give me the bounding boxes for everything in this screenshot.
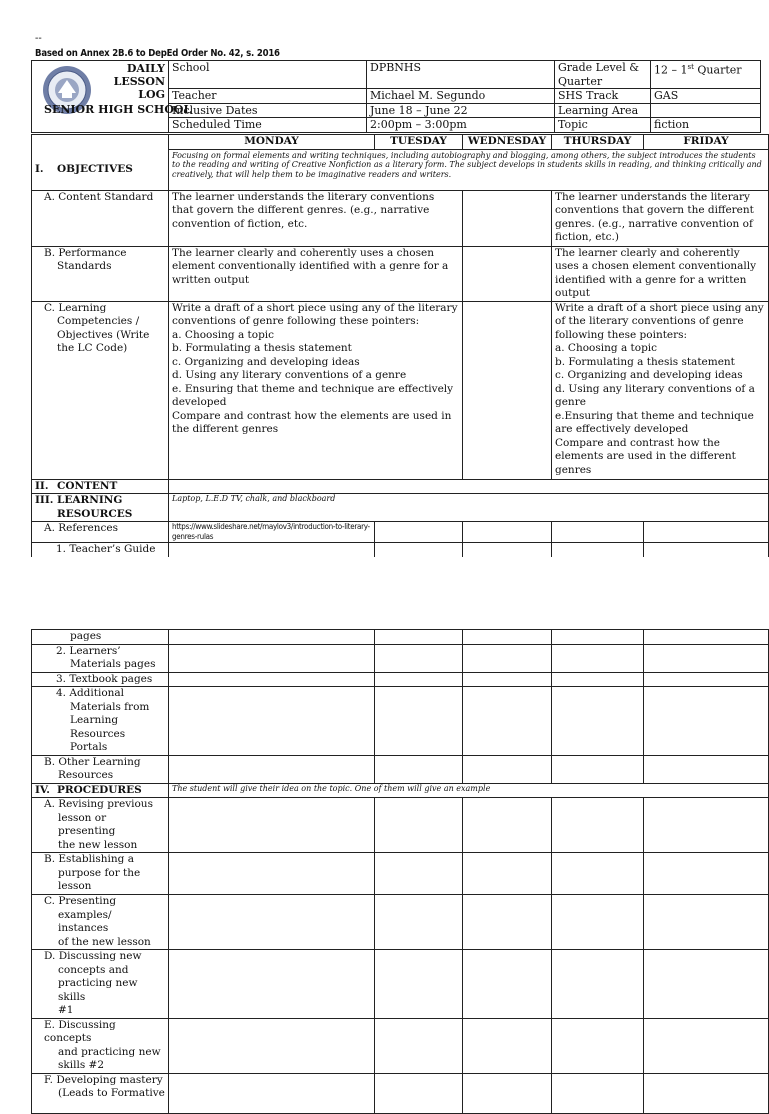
teachers-guide-thursday (552, 543, 644, 557)
competencies-wednesday (463, 301, 552, 479)
corner-cell (32, 135, 169, 150)
learning-resources-text: Laptop, L.E.D TV, chalk, and blackboard (169, 494, 769, 522)
learning-resources-label: III. LEARNING RESOURCES (32, 494, 169, 522)
inclusive-dates-label: Inclusive Dates (169, 103, 367, 118)
scheduled-time-value: 2:00pm – 3:00pm (367, 118, 555, 133)
content-standard-monday: The learner understands the literary conventions that govern the different genres. (e.g., narrative convention of fiction, etc. (169, 190, 463, 246)
teachers-guide-tuesday (375, 543, 463, 557)
teachers-guide-monday (169, 543, 375, 557)
teachers-guide-friday (644, 543, 769, 557)
day-monday: MONDAY (169, 135, 375, 150)
references-friday (644, 522, 769, 543)
references-label: A. References (32, 522, 169, 543)
annex-reference: Based on Annex 2B.6 to DepEd Order No. 42, s. 2016 (35, 48, 280, 59)
senior-high-school-label: SENIOR HIGH SCHOOL (44, 103, 192, 116)
content-standard-label: A. Content Standard (32, 190, 169, 246)
competencies-label: C. Learning Competencies / Objectives (Write the LC Code) (32, 301, 169, 479)
shs-track-label: SHS Track (555, 89, 651, 104)
content-standard-thursday: The learner understands the literary conventions that govern the different genres. (e.g., narrative convention of fiction, etc.) (552, 190, 769, 246)
learning-area-label: Learning Area (555, 103, 651, 118)
shs-track-value: GAS (651, 89, 761, 104)
proc-row-d-label: D. Discussing new concepts and practicing new skills #1 (32, 950, 169, 1019)
learning-area-value (651, 103, 761, 118)
day-wednesday: WEDNESDAY (463, 135, 552, 150)
performance-standards-label: B. Performance Standards (32, 246, 169, 301)
objectives-label: I. OBJECTIVES (32, 149, 169, 190)
day-friday: FRIDAY (644, 135, 769, 150)
references-link[interactable]: https://www.slideshare.net/maylov3/introduction-to-literary-genres-rulas (169, 522, 375, 543)
other-resources-label: B. Other Learning Resources (32, 755, 169, 783)
header-table (31, 60, 761, 133)
objectives-text: Focusing on formal elements and writing techniques, including autobiography and blogging, among others, the subject introduces the students to the reading and writing of Creative Nonfiction as a literary form. The subject develops in students skills in reading, and thinking critically and creatively, that will help them to be imaginative readers and writers. (169, 149, 769, 190)
teacher-label: Teacher (169, 89, 367, 104)
lesson-log-table (31, 134, 769, 557)
teacher-value: Michael M. Segundo (367, 89, 555, 104)
school-label: School (169, 61, 367, 89)
topic-label: Topic (555, 118, 651, 133)
grade-level-value: 12 – 1st Quarter (651, 61, 761, 89)
proc-row-e-label: E. Discussing concepts and practicing new skills #2 (32, 1018, 169, 1073)
procedures-text: The student will give their idea on the topic. One of them will give an example (169, 783, 769, 798)
teachers-guide-label-cont: pages (32, 630, 169, 645)
performance-standards-wednesday (463, 246, 552, 301)
title-lesson: LESSON (113, 75, 165, 88)
learners-materials-label: 2. Learners’ Materials pages (32, 644, 169, 672)
additional-materials-label: 4. Additional Materials from Learning Resources Portals (32, 687, 169, 756)
content-value (169, 479, 769, 494)
references-tuesday (375, 522, 463, 543)
topic-value: fiction (651, 118, 761, 133)
inclusive-dates-value: June 18 – June 22 (367, 103, 555, 118)
teachers-guide-wednesday (463, 543, 552, 557)
proc-row-f-label: F. Developing mastery (Leads to Formative (32, 1073, 169, 1113)
textbook-label: 3. Textbook pages (32, 672, 169, 687)
title-daily: DAILY (126, 62, 165, 75)
references-wednesday (463, 522, 552, 543)
lesson-log-table-continued (31, 629, 769, 1114)
competencies-monday: Write a draft of a short piece using any of the literary conventions of genre following these pointers: a. Choosing a topic b. Formulating a thesis statement c. Organizing and developing ideas d. Using any literary conventions of a genre e. Ensuring that theme and technique are effectively developed Compare and contrast how the elements are used in the different genres (169, 301, 463, 479)
daily-lesson-log-title (32, 61, 169, 133)
day-thursday: THURSDAY (552, 135, 644, 150)
procedures-label: IV. PROCEDURES (32, 783, 169, 798)
references-thursday (552, 522, 644, 543)
teachers-guide-label: 1. Teacher’s Guide (32, 543, 169, 557)
page-marker: -- (35, 33, 42, 44)
proc-row-a-label: A. Revising previous lesson or presenting the new lesson (32, 798, 169, 853)
page-2 (0, 628, 768, 1099)
content-label: II. CONTENT (32, 479, 169, 494)
performance-standards-thursday: The learner clearly and coherently uses a chosen element conventionally identified with a genre for a written output (552, 246, 769, 301)
title-log: LOG (138, 88, 165, 101)
content-standard-wednesday (463, 190, 552, 246)
competencies-thursday: Write a draft of a short piece using any of the literary conventions of genre following these pointers: a. Choosing a topic b. Formulating a thesis statement c. Organizing and developing ideas d. Using any literary conventions of a genre e.Ensuring that theme and technique are effectively developed Compare and contrast how the elements are used in the different genres (552, 301, 769, 479)
grade-level-label: Grade Level & Quarter (555, 61, 651, 89)
performance-standards-monday: The learner clearly and coherently uses a chosen element conventionally identified with a genre for a written output (169, 246, 463, 301)
proc-row-b-label: B. Establishing a purpose for the lesson (32, 853, 169, 895)
scheduled-time-label: Scheduled Time (169, 118, 367, 133)
proc-row-c-label: C. Presenting examples/ instances of the new lesson (32, 895, 169, 950)
day-tuesday: TUESDAY (375, 135, 463, 150)
school-value: DPBNHS (367, 61, 555, 89)
